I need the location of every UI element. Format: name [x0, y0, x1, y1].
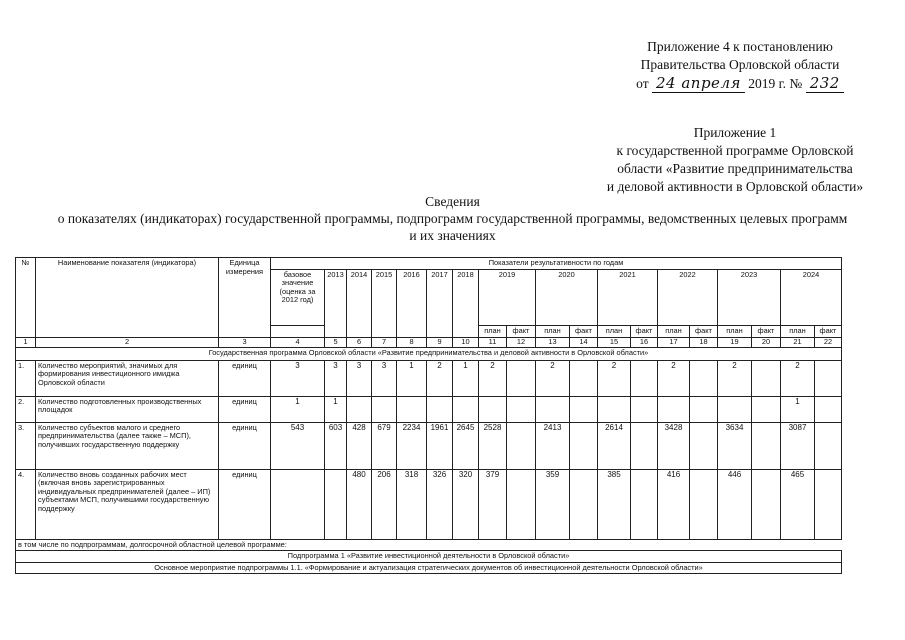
indicator-value — [690, 469, 718, 539]
appendix-1-header — [560, 124, 905, 196]
indicator-value — [372, 396, 397, 422]
column-number: 3 — [219, 337, 271, 347]
indicators-table — [15, 257, 842, 574]
column-number: 7 — [372, 337, 397, 347]
indicator-value: 3 — [325, 360, 347, 396]
indicator-value — [507, 360, 536, 396]
indicator-value — [325, 469, 347, 539]
indicator-row — [16, 469, 842, 539]
indicator-value — [690, 396, 718, 422]
appendix-1-line1: Приложение 1 — [693, 125, 777, 140]
indicator-value: 320 — [453, 469, 479, 539]
indicator-value: 1 — [781, 396, 815, 422]
col-head-split-year: 2023 — [718, 269, 781, 325]
column-numbers-row — [16, 337, 842, 347]
indicator-name: Количество мероприятий, значимых для формирования инвестиционного имиджа Орловской области — [36, 360, 219, 396]
appendix-1-line2: к государственной программе Орловской — [616, 143, 854, 158]
col-head-fact: факт — [507, 325, 536, 337]
indicator-value: 2 — [479, 360, 507, 396]
col-head-year: 2014 — [347, 269, 372, 337]
indicator-value: 480 — [347, 469, 372, 539]
indicator-value: 1 — [325, 396, 347, 422]
col-head-num: № — [16, 258, 36, 338]
indicator-value: 2413 — [536, 422, 570, 469]
indicator-value: 428 — [347, 422, 372, 469]
column-number: 20 — [752, 337, 781, 347]
indicator-number: 4. — [16, 469, 36, 539]
col-head-name: Наименование показателя (индикатора) — [36, 258, 219, 338]
col-head-group: Показатели результативности по годам — [271, 258, 842, 270]
document-title — [0, 193, 905, 244]
program-title-row: Государственная программа Орловской области «Развитие предпринимательства и деловой активности в Орловской области» — [16, 347, 842, 360]
col-head-fact: факт — [570, 325, 598, 337]
col-head-split-year: 2019 — [479, 269, 536, 325]
indicator-number: 1. — [16, 360, 36, 396]
column-number: 12 — [507, 337, 536, 347]
appendix-4-header — [590, 38, 890, 93]
col-head-fact: факт — [690, 325, 718, 337]
indicator-value — [815, 469, 842, 539]
indicator-value — [598, 396, 631, 422]
indicator-value — [815, 360, 842, 396]
column-number: 6 — [347, 337, 372, 347]
indicator-name: Количество подготовленных производственных площадок — [36, 396, 219, 422]
col-head-plan: план — [781, 325, 815, 337]
indicator-value: 679 — [372, 422, 397, 469]
indicator-value — [507, 422, 536, 469]
column-number: 16 — [631, 337, 658, 347]
col-head-fact: факт — [815, 325, 842, 337]
column-number: 1 — [16, 337, 36, 347]
indicator-value — [397, 396, 427, 422]
year-label: 2019 г. № — [748, 76, 803, 91]
indicator-row — [16, 360, 842, 396]
column-number: 15 — [598, 337, 631, 347]
indicator-value — [479, 396, 507, 422]
indicator-value — [507, 396, 536, 422]
appendix-4-line1: Приложение 4 к постановлению — [647, 39, 833, 54]
col-head-fact: факт — [631, 325, 658, 337]
column-number: 22 — [815, 337, 842, 347]
indicator-value: 2 — [536, 360, 570, 396]
indicator-number: 2. — [16, 396, 36, 422]
indicator-value: 2 — [781, 360, 815, 396]
column-number: 13 — [536, 337, 570, 347]
indicator-value — [453, 396, 479, 422]
indicator-value: 2614 — [598, 422, 631, 469]
col-head-plan: план — [536, 325, 570, 337]
indicator-value: 603 — [325, 422, 347, 469]
col-head-split-year: 2024 — [781, 269, 842, 325]
indicator-name: Количество субъектов малого и среднего предпринимательства (далее также – МСП), получивших государственную поддержку — [36, 422, 219, 469]
indicator-value: 2 — [598, 360, 631, 396]
indicator-value — [347, 396, 372, 422]
col-head-plan: план — [658, 325, 690, 337]
col-head-year: 2016 — [397, 269, 427, 337]
col-head-unit: Единица измерения — [219, 258, 271, 338]
indicator-number: 3. — [16, 422, 36, 469]
appendix-4-date-line — [590, 74, 890, 93]
indicator-value — [752, 360, 781, 396]
indicator-unit: единиц — [219, 422, 271, 469]
indicator-value — [507, 469, 536, 539]
indicator-value: 385 — [598, 469, 631, 539]
indicator-value — [570, 422, 598, 469]
indicator-value — [752, 396, 781, 422]
col-head-plan: план — [718, 325, 752, 337]
indicator-value: 2234 — [397, 422, 427, 469]
indicator-value: 543 — [271, 422, 325, 469]
appendix-4-line2: Правительства Орловской области — [640, 57, 840, 72]
indicator-row — [16, 422, 842, 469]
indicator-value — [690, 360, 718, 396]
col-head-year: 2018 — [453, 269, 479, 337]
column-number: 10 — [453, 337, 479, 347]
column-number: 5 — [325, 337, 347, 347]
indicator-value: 3 — [271, 360, 325, 396]
indicator-value — [570, 396, 598, 422]
indicator-value — [752, 469, 781, 539]
indicator-value: 2 — [718, 360, 752, 396]
indicator-unit: единиц — [219, 360, 271, 396]
indicator-value — [752, 422, 781, 469]
indicator-value — [570, 360, 598, 396]
indicator-value: 318 — [397, 469, 427, 539]
col-head-plan: план — [479, 325, 507, 337]
indicator-value — [631, 360, 658, 396]
indicator-value — [815, 422, 842, 469]
column-number: 11 — [479, 337, 507, 347]
indicator-value: 359 — [536, 469, 570, 539]
column-number: 14 — [570, 337, 598, 347]
col-head-base: базовое значение (оценка за 2012 год) — [271, 269, 325, 325]
column-number: 4 — [271, 337, 325, 347]
column-number: 17 — [658, 337, 690, 347]
indicator-value — [631, 422, 658, 469]
col-head-year: 2017 — [427, 269, 453, 337]
indicator-value: 1 — [271, 396, 325, 422]
indicator-row — [16, 396, 842, 422]
appendix-1-line3: области «Развитие предпринимательства — [617, 161, 853, 176]
title-line1: Сведения — [425, 194, 480, 209]
indicator-value: 2645 — [453, 422, 479, 469]
indicator-value: 2528 — [479, 422, 507, 469]
column-number: 9 — [427, 337, 453, 347]
indicator-value — [570, 469, 598, 539]
indicator-value: 206 — [372, 469, 397, 539]
handwritten-date: 24 апреля — [652, 74, 745, 93]
indicator-value — [631, 396, 658, 422]
indicator-value: 1 — [397, 360, 427, 396]
indicator-value: 2 — [658, 360, 690, 396]
indicator-value: 3634 — [718, 422, 752, 469]
column-number: 21 — [781, 337, 815, 347]
indicator-value: 1 — [453, 360, 479, 396]
indicator-value — [658, 396, 690, 422]
col-head-split-year: 2022 — [658, 269, 718, 325]
col-head-year: 2015 — [372, 269, 397, 337]
indicator-value: 379 — [479, 469, 507, 539]
indicator-value: 3 — [372, 360, 397, 396]
indicator-value — [815, 396, 842, 422]
col-head-base-empty — [271, 325, 325, 337]
indicator-value — [271, 469, 325, 539]
col-head-split-year: 2021 — [598, 269, 658, 325]
indicator-value — [631, 469, 658, 539]
title-line2: о показателях (индикаторах) государственной программы, подпрограмм государственной программы, ведомственных целевых программ и их значениях — [57, 211, 848, 243]
column-number: 19 — [718, 337, 752, 347]
indicator-value — [718, 396, 752, 422]
col-head-split-year: 2020 — [536, 269, 598, 325]
indicator-value: 416 — [658, 469, 690, 539]
col-head-plan: план — [598, 325, 631, 337]
appendix-1-line4: и деловой активности в Орловской области» — [606, 179, 864, 194]
main-activity-1-1-row: Основное мероприятие подпрограммы 1.1. «Формирование и актуализация стратегических документов об инвестиционной деятельности Орловской области» — [16, 562, 842, 574]
indicator-value: 3 — [347, 360, 372, 396]
indicator-name: Количество вновь созданных рабочих мест (включая вновь зарегистрированных индивидуальных предпринимателей (далее – ИП) субъектами МСП, получившими государственную поддержку — [36, 469, 219, 539]
indicator-value: 446 — [718, 469, 752, 539]
indicator-value — [690, 422, 718, 469]
date-prefix: от — [636, 76, 649, 91]
indicator-value: 2 — [427, 360, 453, 396]
indicator-value: 465 — [781, 469, 815, 539]
column-number: 18 — [690, 337, 718, 347]
col-head-fact: факт — [752, 325, 781, 337]
handwritten-number: 232 — [806, 74, 844, 93]
column-number: 8 — [397, 337, 427, 347]
indicator-value: 3087 — [781, 422, 815, 469]
indicator-unit: единиц — [219, 396, 271, 422]
col-head-year: 2013 — [325, 269, 347, 337]
indicator-value — [427, 396, 453, 422]
subprogram-1-row: Подпрограмма 1 «Развитие инвестиционной деятельности в Орловской области» — [16, 551, 842, 563]
column-number: 2 — [36, 337, 219, 347]
indicator-value: 326 — [427, 469, 453, 539]
indicator-unit: единиц — [219, 469, 271, 539]
indicator-value — [536, 396, 570, 422]
subprograms-note: в том числе по подпрограммам, долгосрочной областной целевой программе: — [16, 539, 842, 551]
indicator-value: 1961 — [427, 422, 453, 469]
indicator-value: 3428 — [658, 422, 690, 469]
